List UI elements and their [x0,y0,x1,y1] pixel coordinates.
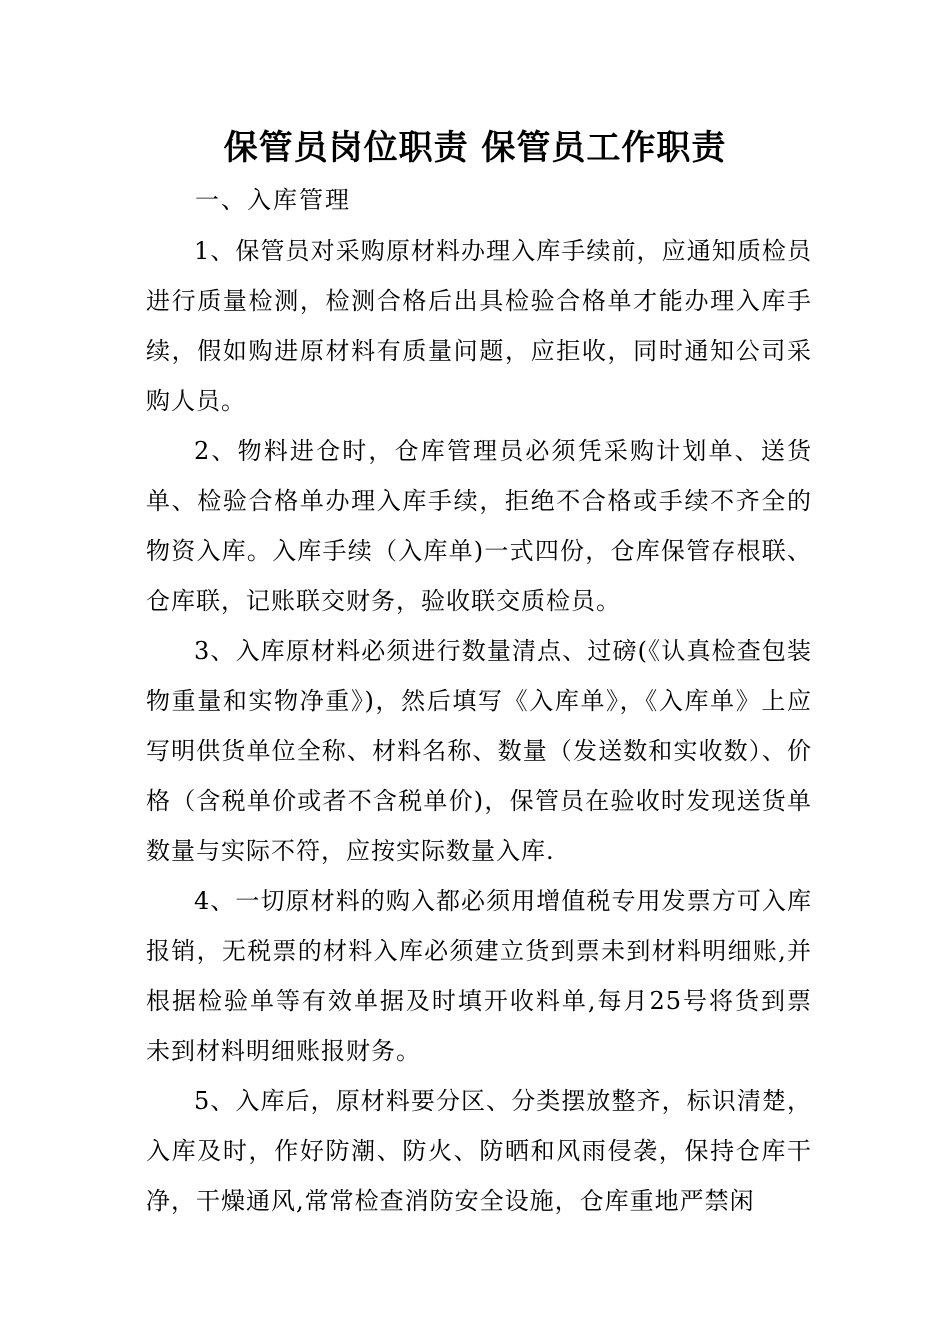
paragraph-5: 5、入库后，原材料要分区、分类摆放整齐，标识清楚，入库及时，作好防潮、防火、防晒和风雨侵袭，保持仓库干净，干燥通风,常常检查消防安全设施，仓库重地严禁闲 [146,1087,812,1215]
paragraph-1: 1、保管员对采购原材料办理入库手续前，应通知质检员进行质量检测，检测合格后出具检验合格单才能办理入库手续，假如购进原材料有质量问题，应拒收，同时通知公司采购人员。 [146,237,812,415]
paragraph-2: 2、物料进仓时，仓库管理员必须凭采购计划单、送货单、检验合格单办理入库手续，拒绝不合格或手续不齐全的物资入库。入库手续（入库单)一式四份，仓库保管存根联、仓库联，记账联交财务，验收联交质检员。 [146,437,812,615]
paragraph-4: 4、一切原材料的购入都必须用增值税专用发票方可入库报销，无税票的材料入库必须建立货到票未到材料明细账,并根据检验单等有效单据及时填开收料单,每月25号将货到票未到材料明细账报财务。 [146,887,812,1065]
document-title: 保管员岗位职责 保管员工作职责 [223,128,727,168]
document-body [146,226,812,1226]
section-heading: 一、入库管理 [195,186,351,214]
paragraph-3: 3、入库原材料必须进行数量清点、过磅(《认真检查包装物重量和实物净重》)，然后填写《入库单》，《入库单》上应写明供货单位全称、材料名称、数量（发送数和实收数）、价格（含税单价或者不含税单价)，保管员在验收时发现送货单数量与实际不符，应按实际数量入库. [146,637,812,865]
